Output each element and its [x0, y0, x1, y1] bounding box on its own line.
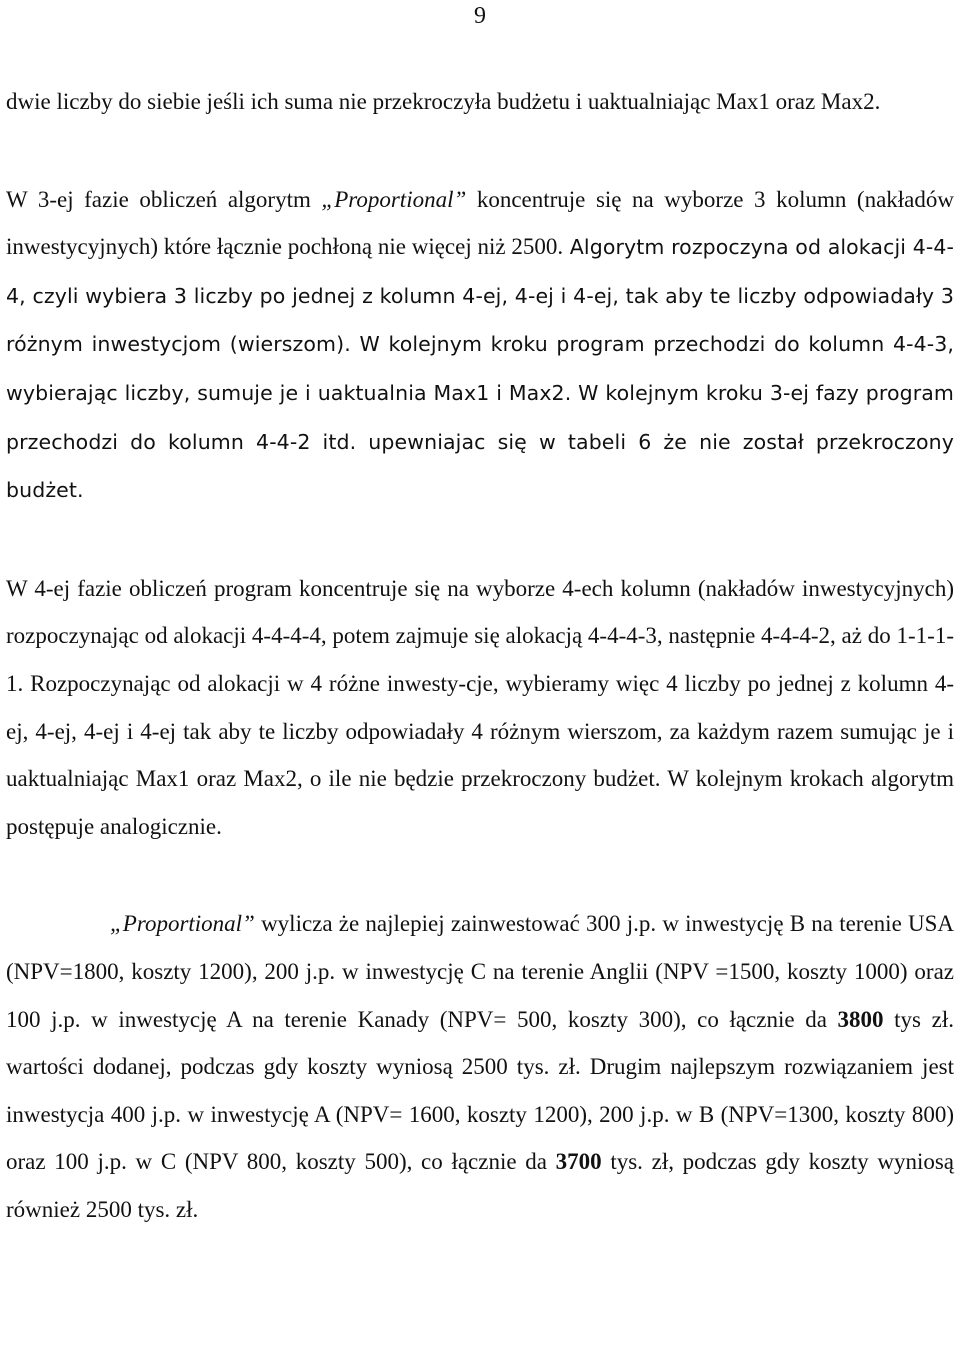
paragraph-2: [6, 176, 954, 515]
npv-total-best: 3800: [837, 1006, 884, 1032]
proportional-term: „Proportional”: [110, 911, 255, 937]
paragraph-2-text-c: Algorytm rozpoczyna od alokacji 4-4-4, czyli wybiera 3 liczby po jednej z kolumn 4-ej, 4-ej i 4-ej, tak aby te liczby odpowiadały 3 różnym inwestycjom (wierszom). W kolejnym kroku program przechodzi do kolumn 4-4-3, wybierając liczby, sumuje je i uaktualnia Max1 i Max2. W kolejnym kroku 3-ej fazy program przechodzi do kolumn 4-4-2 itd. upewniajac się w tabeli 6 że nie został przekroczony budżet.: [6, 235, 954, 503]
paragraph-4: [6, 900, 954, 1233]
paragraph-3: [6, 565, 954, 851]
paragraph-4-text-a: wylicza że najlepiej zainwestować 300 j.p. w inwestycję B na terenie USA (NPV=1800, koszty 1200), 200 j.p. w inwestycję C na terenie Anglii (NPV =1500, koszty 1000) oraz 100 j.p. w inwestycję A na terenie Kanady (NPV= 500, koszty 300), co łącznie da: [6, 911, 954, 1032]
paragraph-1-text: dwie liczby do siebie jeśli ich suma nie przekroczyła budżetu i uaktualniając Max1 oraz Max2.: [6, 89, 881, 114]
page-number: 9: [474, 3, 486, 29]
proportional-term: „Proportional”: [321, 186, 467, 212]
paragraph-3-text-a: W 4-ej fazie obliczeń program koncentruje się na wyborze 4-ech kolumn (nakładów inwestycyjnych) rozpoczynając od alokacji 4-4-4-4, potem zajmuje się alokacją 4-4-4-3, następnie 4-4-4-2, aż do 1-1-1-1.: [6, 575, 954, 696]
paragraph-4-text-c: tys. zł, podczas gdy koszty wyniosą również 2500 tys. zł.: [6, 1149, 954, 1222]
paragraph-1: [6, 78, 954, 126]
paragraph-2-text-b: koncentruje się na wyborze 3 kolumn (nakładów inwestycyjnych) które łącznie pochłoną nie więcej niż 2500.: [6, 186, 954, 260]
paragraph-4-text-b: tys zł. wartości dodanej, podczas gdy koszty wyniosą 2500 tys. zł. Drugim najlepszym rozwiązaniem jest inwestycja 400 j.p. w inwestycję A (NPV= 1600, koszty 1200), 200 j.p. w B (NPV=1300, koszty 800) oraz 100 j.p. w C (NPV 800, koszty 500), co łącznie da: [6, 1006, 954, 1175]
paragraph-3-text-b: Rozpoczynając od alokacji w 4 różne inwesty-cje, wybieramy więc 4 liczby po jednej z kolumn 4-ej, 4-ej, 4-ej i 4-ej tak aby te liczby odpowiadały 4 różnym wierszom, za każdym razem sumując je i uaktualniając Max1 oraz Max2, o ile nie będzie przekroczony budżet. W kolejnym krokach algorytm postępuje analogicznie.: [6, 670, 954, 839]
document-body: [6, 78, 954, 1233]
npv-total-second: 3700: [555, 1149, 602, 1175]
paragraph-2-text-a: W 3-ej fazie obliczeń algorytm: [6, 186, 322, 212]
